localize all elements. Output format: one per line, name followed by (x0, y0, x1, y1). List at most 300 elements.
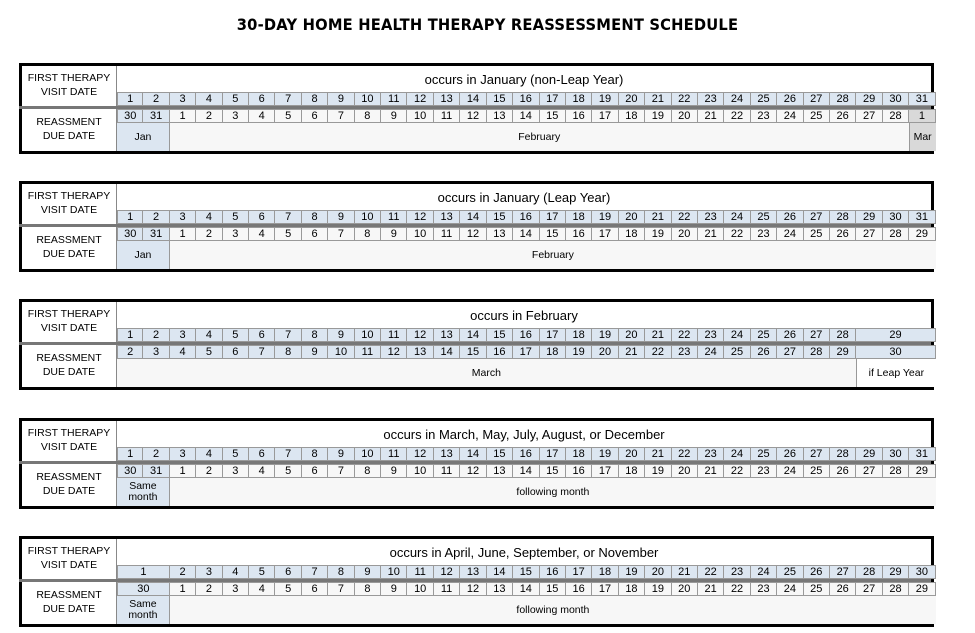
due-day-cell: 31 (143, 464, 169, 478)
due-day-cell: 21 (698, 582, 724, 596)
visit-day-cell: 28 (830, 328, 856, 342)
due-day-cell: 16 (566, 582, 592, 596)
visit-day-cell: 23 (698, 92, 724, 106)
visit-day-cell: 31 (909, 447, 935, 461)
visit-day-cell: 15 (487, 92, 513, 106)
visit-day-cell: 10 (355, 210, 381, 224)
due-day-cell: 18 (619, 582, 645, 596)
visit-day-cell: 14 (460, 447, 486, 461)
due-day-cell: 13 (487, 227, 513, 241)
due-date-label (22, 351, 116, 379)
visit-day-cell: 30 (883, 210, 909, 224)
due-day-cell: 16 (566, 227, 592, 241)
visit-day-cell: 25 (751, 92, 777, 106)
due-day-cell: 10 (407, 464, 433, 478)
visit-day-cell: 7 (275, 210, 301, 224)
visit-day-cell: 8 (302, 328, 328, 342)
visit-day-cell: 20 (619, 92, 645, 106)
month-row (117, 359, 936, 387)
label-line: VISIT DATE (40, 204, 98, 216)
visit-day-cell: 24 (724, 447, 750, 461)
visit-day-cell: 13 (434, 210, 460, 224)
due-day-cell: 16 (487, 345, 513, 359)
due-day-cell: 18 (540, 345, 566, 359)
due-date-row (117, 227, 936, 241)
due-day-cell: 29 (909, 227, 935, 241)
due-day-cell: 16 (566, 464, 592, 478)
visit-day-cell: 29 (856, 447, 882, 461)
schedule-table (19, 418, 934, 509)
visit-day-cell: 18 (566, 447, 592, 461)
visit-date-row (117, 565, 936, 579)
due-day-cell: 13 (487, 464, 513, 478)
visit-day-cell: 3 (170, 328, 196, 342)
visit-day-cell: 11 (407, 565, 433, 579)
visit-day-cell: 21 (645, 447, 671, 461)
due-day-cell: 26 (830, 464, 856, 478)
due-day-cell: 9 (381, 227, 407, 241)
due-day-cell: 4 (170, 345, 196, 359)
visit-day-cell: 21 (672, 565, 698, 579)
month-row (117, 123, 936, 151)
due-day-cell: 27 (856, 464, 882, 478)
due-day-cell: 6 (302, 464, 328, 478)
visit-day-cell: 19 (619, 565, 645, 579)
visit-day-cell: 15 (487, 210, 513, 224)
visit-day-cell: 11 (381, 92, 407, 106)
due-day-cell: 29 (830, 345, 856, 359)
visit-day-cell: 19 (592, 92, 618, 106)
due-day-cell: 5 (275, 109, 301, 123)
due-day-cell: 27 (856, 109, 882, 123)
month-row (117, 241, 936, 269)
month-cell (170, 123, 910, 151)
month-label: February (531, 248, 574, 261)
label-line: DUE DATE (42, 603, 96, 615)
visit-day-cell: 26 (804, 565, 830, 579)
label-line: REASSMENT (36, 471, 102, 483)
due-day-cell: 27 (777, 345, 803, 359)
visit-day-cell: 2 (170, 565, 196, 579)
visit-day-cell: 5 (223, 447, 249, 461)
due-day-cell: 9 (381, 464, 407, 478)
visit-day-cell: 29 (883, 565, 909, 579)
due-day-cell: 27 (856, 227, 882, 241)
visit-day-cell: 20 (619, 210, 645, 224)
due-day-cell: 13 (487, 109, 513, 123)
due-date-label (22, 115, 116, 143)
due-day-cell: 21 (698, 227, 724, 241)
due-day-cell: 14 (513, 227, 539, 241)
due-day-cell: 24 (777, 464, 803, 478)
visit-day-cell: 22 (672, 328, 698, 342)
due-day-cell: 25 (804, 582, 830, 596)
visit-day-cell: 23 (698, 328, 724, 342)
visit-day-cell: 4 (196, 328, 222, 342)
visit-day-cell: 10 (355, 447, 381, 461)
visit-day-cell: 29 (856, 328, 935, 342)
visit-day-cell: 1 (117, 210, 143, 224)
month-cell (910, 123, 936, 151)
visit-day-cell: 4 (196, 92, 222, 106)
visit-day-cell: 12 (407, 447, 433, 461)
visit-day-cell: 3 (170, 447, 196, 461)
visit-day-cell: 6 (249, 447, 275, 461)
visit-day-cell: 19 (592, 210, 618, 224)
visit-day-cell: 17 (540, 92, 566, 106)
visit-day-cell: 5 (223, 328, 249, 342)
due-date-row (117, 582, 936, 596)
visit-day-cell: 11 (381, 447, 407, 461)
due-day-cell: 30 (117, 109, 143, 123)
due-day-cell: 25 (804, 464, 830, 478)
due-day-cell: 22 (724, 464, 750, 478)
visit-day-cell: 3 (196, 565, 222, 579)
due-day-cell: 15 (460, 345, 486, 359)
due-day-cell: 8 (355, 227, 381, 241)
visit-day-cell: 24 (724, 328, 750, 342)
visit-day-cell: 23 (724, 565, 750, 579)
label-line: REASSMENT (36, 589, 102, 601)
visit-day-cell: 31 (909, 210, 935, 224)
due-day-cell: 10 (407, 227, 433, 241)
visit-day-cell: 16 (513, 210, 539, 224)
visit-date-row (117, 92, 936, 106)
due-day-cell: 29 (909, 582, 935, 596)
visit-day-cell: 22 (672, 92, 698, 106)
due-day-cell: 6 (302, 109, 328, 123)
due-day-cell: 19 (645, 227, 671, 241)
due-day-cell: 6 (302, 227, 328, 241)
visit-day-cell: 30 (883, 447, 909, 461)
visit-day-cell: 4 (196, 210, 222, 224)
visit-day-cell: 27 (804, 328, 830, 342)
due-day-cell: 12 (460, 109, 486, 123)
due-day-cell: 23 (751, 582, 777, 596)
label-line: VISIT DATE (40, 86, 98, 98)
due-day-cell: 2 (196, 109, 222, 123)
month-label: Same month (128, 480, 158, 503)
due-day-cell: 25 (804, 227, 830, 241)
visit-day-cell: 29 (856, 92, 882, 106)
due-day-cell: 7 (328, 227, 354, 241)
due-day-cell: 30 (117, 464, 143, 478)
due-day-cell: 17 (592, 227, 618, 241)
due-day-cell: 3 (223, 227, 249, 241)
due-day-cell: 24 (698, 345, 724, 359)
visit-day-cell: 20 (619, 447, 645, 461)
section-heading: occurs in April, June, September, or November (389, 545, 659, 560)
due-day-cell: 15 (540, 582, 566, 596)
visit-day-cell: 21 (645, 92, 671, 106)
due-day-cell: 28 (883, 582, 909, 596)
due-date-label (22, 588, 116, 616)
due-day-cell: 12 (460, 582, 486, 596)
due-day-cell: 19 (645, 582, 671, 596)
due-day-cell: 13 (487, 582, 513, 596)
label-line: FIRST THERAPY (27, 72, 111, 84)
visit-day-cell: 27 (804, 92, 830, 106)
visit-day-cell: 28 (830, 447, 856, 461)
due-day-cell: 1 (909, 109, 935, 123)
due-day-cell: 22 (724, 582, 750, 596)
visit-date-label (22, 189, 116, 217)
month-label: Same month (128, 598, 158, 621)
visit-day-cell: 26 (777, 210, 803, 224)
schedule-table (19, 181, 934, 272)
due-day-cell: 4 (249, 464, 275, 478)
due-day-cell: 24 (777, 227, 803, 241)
due-day-cell: 7 (328, 582, 354, 596)
visit-day-cell: 15 (513, 565, 539, 579)
due-date-label (22, 233, 116, 261)
visit-date-row (117, 210, 936, 224)
due-day-cell: 30 (856, 345, 935, 359)
visit-date-row (117, 447, 936, 461)
visit-day-cell: 18 (566, 210, 592, 224)
due-day-cell: 31 (143, 109, 169, 123)
due-day-cell: 29 (909, 464, 935, 478)
month-label: Jan (134, 248, 152, 261)
visit-day-cell: 18 (566, 92, 592, 106)
visit-day-cell: 6 (249, 92, 275, 106)
due-day-cell: 15 (540, 227, 566, 241)
visit-day-cell: 28 (856, 565, 882, 579)
due-day-cell: 8 (275, 345, 301, 359)
label-line: FIRST THERAPY (27, 545, 111, 557)
visit-day-cell: 27 (804, 447, 830, 461)
due-day-cell: 24 (777, 109, 803, 123)
month-label: following month (516, 603, 590, 616)
label-line: REASSMENT (36, 116, 102, 128)
month-row (117, 478, 936, 506)
due-day-cell: 23 (751, 227, 777, 241)
visit-day-cell: 2 (143, 447, 169, 461)
month-row (117, 596, 936, 624)
visit-day-cell: 9 (328, 447, 354, 461)
visit-day-cell: 25 (751, 328, 777, 342)
visit-day-cell: 17 (540, 210, 566, 224)
due-day-cell: 30 (117, 582, 170, 596)
due-day-cell: 15 (540, 109, 566, 123)
visit-date-label (22, 307, 116, 335)
schedule-table (19, 63, 934, 154)
visit-day-cell: 3 (170, 92, 196, 106)
section-heading: occurs in January (non-Leap Year) (424, 72, 624, 87)
due-day-cell: 17 (513, 345, 539, 359)
visit-day-cell: 6 (275, 565, 301, 579)
due-day-cell: 15 (540, 464, 566, 478)
label-line: VISIT DATE (40, 559, 98, 571)
due-day-cell: 21 (698, 464, 724, 478)
visit-day-cell: 12 (407, 92, 433, 106)
visit-day-cell: 31 (909, 92, 935, 106)
visit-day-cell: 9 (355, 565, 381, 579)
due-day-cell: 12 (460, 464, 486, 478)
visit-day-cell: 1 (117, 328, 143, 342)
label-line: VISIT DATE (40, 441, 98, 453)
due-day-cell: 14 (513, 464, 539, 478)
due-day-cell: 22 (645, 345, 671, 359)
due-day-cell: 8 (355, 582, 381, 596)
due-day-cell: 19 (645, 109, 671, 123)
page-title: 30-DAY HOME HEALTH THERAPY REASSESSMENT SCHEDULE (236, 15, 739, 34)
visit-day-cell: 16 (540, 565, 566, 579)
due-day-cell: 7 (328, 109, 354, 123)
visit-date-label (22, 544, 116, 572)
visit-day-cell: 16 (513, 92, 539, 106)
month-label: February (518, 130, 561, 143)
month-label: following month (516, 485, 590, 498)
due-day-cell: 31 (143, 227, 169, 241)
due-day-cell: 9 (381, 109, 407, 123)
visit-day-cell: 25 (777, 565, 803, 579)
visit-day-cell: 26 (777, 92, 803, 106)
due-day-cell: 7 (328, 464, 354, 478)
visit-day-cell: 18 (592, 565, 618, 579)
due-day-cell: 5 (275, 464, 301, 478)
visit-day-cell: 4 (196, 447, 222, 461)
due-day-cell: 17 (592, 109, 618, 123)
due-day-cell: 20 (672, 227, 698, 241)
due-day-cell: 1 (170, 464, 196, 478)
visit-day-cell: 16 (513, 328, 539, 342)
visit-day-cell: 25 (751, 447, 777, 461)
due-day-cell: 1 (170, 582, 196, 596)
visit-day-cell: 5 (223, 92, 249, 106)
due-day-cell: 6 (223, 345, 249, 359)
visit-day-cell: 23 (698, 447, 724, 461)
label-line: FIRST THERAPY (27, 308, 111, 320)
due-day-cell: 20 (592, 345, 618, 359)
visit-day-cell: 26 (777, 328, 803, 342)
due-day-cell: 28 (883, 227, 909, 241)
visit-day-cell: 2 (143, 210, 169, 224)
month-label: Jan (134, 130, 152, 143)
due-day-cell: 3 (223, 464, 249, 478)
month-cell (117, 596, 170, 624)
due-day-cell: 24 (777, 582, 803, 596)
month-cell (170, 241, 936, 269)
label-line: FIRST THERAPY (27, 427, 111, 439)
visit-day-cell: 3 (170, 210, 196, 224)
due-day-cell: 2 (196, 227, 222, 241)
visit-day-cell: 18 (566, 328, 592, 342)
due-day-cell: 11 (434, 464, 460, 478)
visit-day-cell: 20 (645, 565, 671, 579)
due-day-cell: 3 (143, 345, 169, 359)
visit-day-cell: 22 (672, 210, 698, 224)
due-day-cell: 26 (751, 345, 777, 359)
due-day-cell: 7 (249, 345, 275, 359)
section-heading: occurs in January (Leap Year) (437, 190, 611, 205)
visit-day-cell: 8 (302, 447, 328, 461)
visit-day-cell: 21 (645, 328, 671, 342)
due-day-cell: 23 (751, 109, 777, 123)
due-date-row (117, 345, 936, 359)
due-day-cell: 4 (249, 109, 275, 123)
visit-day-cell: 24 (724, 92, 750, 106)
due-day-cell: 19 (566, 345, 592, 359)
visit-day-cell: 8 (328, 565, 354, 579)
due-day-cell: 17 (592, 582, 618, 596)
due-date-label (22, 470, 116, 498)
visit-day-cell: 24 (751, 565, 777, 579)
visit-day-cell: 2 (143, 328, 169, 342)
visit-day-cell: 9 (328, 328, 354, 342)
visit-day-cell: 28 (830, 92, 856, 106)
due-day-cell: 14 (513, 109, 539, 123)
visit-day-cell: 14 (460, 210, 486, 224)
due-day-cell: 11 (355, 345, 381, 359)
due-day-cell: 30 (117, 227, 143, 241)
due-day-cell: 20 (672, 109, 698, 123)
visit-day-cell: 14 (460, 92, 486, 106)
due-day-cell: 5 (196, 345, 222, 359)
due-day-cell: 6 (302, 582, 328, 596)
month-cell (117, 123, 170, 151)
label-line: REASSMENT (36, 234, 102, 246)
month-label: Mar (913, 130, 932, 143)
label-line: VISIT DATE (40, 322, 98, 334)
visit-day-cell: 7 (275, 328, 301, 342)
visit-day-cell: 10 (355, 92, 381, 106)
visit-day-cell: 13 (434, 92, 460, 106)
visit-day-cell: 9 (328, 210, 354, 224)
visit-day-cell: 20 (619, 328, 645, 342)
due-day-cell: 22 (724, 109, 750, 123)
due-day-cell: 4 (249, 227, 275, 241)
visit-day-cell: 7 (275, 92, 301, 106)
visit-day-cell: 13 (434, 447, 460, 461)
visit-day-cell: 26 (777, 447, 803, 461)
section-heading: occurs in February (470, 308, 578, 323)
due-day-cell: 2 (117, 345, 143, 359)
due-day-cell: 8 (355, 109, 381, 123)
due-day-cell: 10 (407, 582, 433, 596)
due-date-row (117, 464, 936, 478)
schedule-table (19, 299, 934, 390)
due-day-cell: 26 (830, 227, 856, 241)
due-day-cell: 12 (460, 227, 486, 241)
label-line: DUE DATE (42, 248, 96, 260)
due-day-cell: 11 (434, 227, 460, 241)
visit-day-cell: 29 (856, 210, 882, 224)
visit-day-cell: 12 (407, 210, 433, 224)
visit-day-cell: 19 (592, 447, 618, 461)
due-day-cell: 26 (830, 109, 856, 123)
visit-day-cell: 7 (275, 447, 301, 461)
due-day-cell: 10 (407, 109, 433, 123)
due-day-cell: 5 (275, 227, 301, 241)
visit-day-cell: 6 (249, 210, 275, 224)
label-line: FIRST THERAPY (27, 190, 111, 202)
due-day-cell: 17 (592, 464, 618, 478)
visit-day-cell: 4 (223, 565, 249, 579)
due-day-cell: 21 (619, 345, 645, 359)
visit-day-cell: 1 (117, 92, 143, 106)
due-day-cell: 23 (751, 464, 777, 478)
visit-date-label (22, 426, 116, 454)
visit-date-row (117, 328, 936, 342)
due-day-cell: 20 (672, 464, 698, 478)
due-day-cell: 14 (513, 582, 539, 596)
due-day-cell: 16 (566, 109, 592, 123)
visit-day-cell: 13 (460, 565, 486, 579)
due-day-cell: 11 (434, 109, 460, 123)
visit-day-cell: 12 (407, 328, 433, 342)
due-day-cell: 20 (672, 582, 698, 596)
